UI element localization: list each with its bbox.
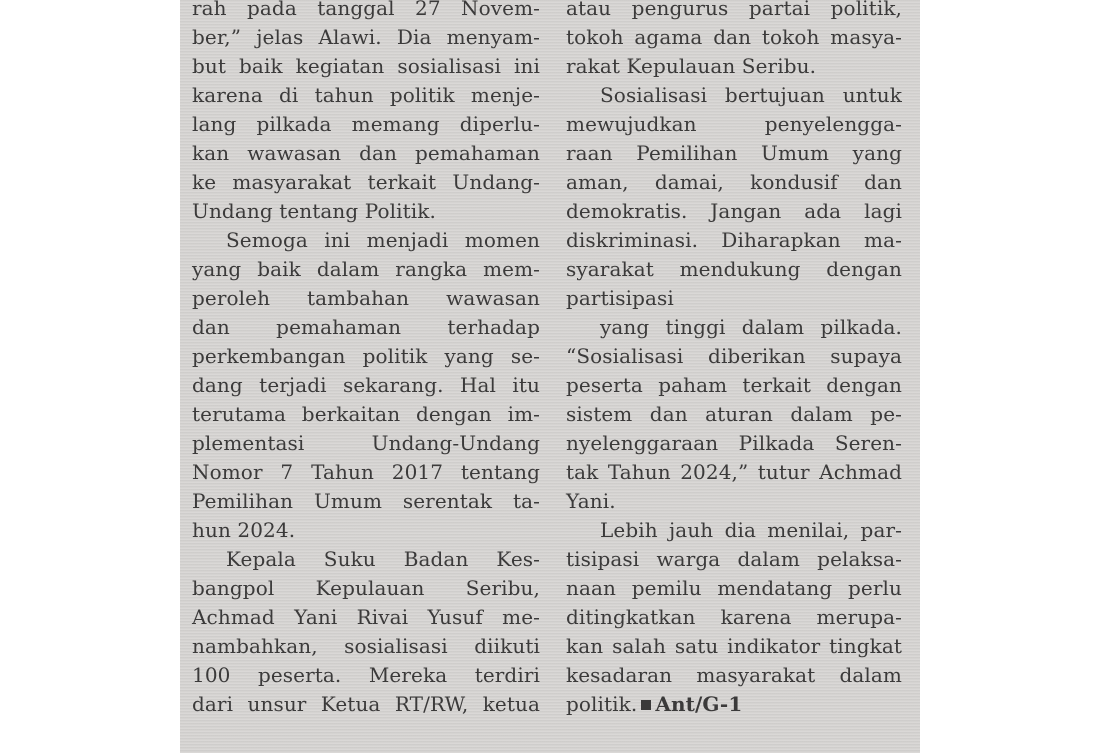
text-line: Yani. [566, 489, 616, 513]
text-line: raan Pemilihan Umum yang [566, 141, 902, 165]
text-line: yang baik dalam rangka mem- [192, 257, 540, 281]
text-line: Lebih jauh dia menilai, par- [600, 518, 902, 542]
text-line: tak Tahun 2024,” tutur Achmad [566, 460, 902, 484]
text-line: hun 2024. [192, 518, 296, 542]
text-line: rah pada tanggal 27 Novem- [192, 0, 540, 20]
text-line: Undang tentang Politik. [192, 199, 436, 223]
text-line: dang terjadi sekarang. Hal itu [192, 373, 540, 397]
text-line: partisipasi [566, 286, 674, 310]
newspaper-clipping [180, 0, 920, 753]
text-line: Kepala Suku Badan Kes- [226, 547, 540, 571]
article-column-right [566, 0, 902, 719]
text-line: dan pemahaman terhadap [192, 315, 540, 339]
text-line: syarakat mendukung dengan [566, 257, 902, 281]
text-line: plementasi Undang-Undang [192, 431, 540, 455]
text-line: Sosialisasi bertujuan untuk [600, 83, 902, 107]
text-line: tokoh agama dan tokoh masya- [566, 25, 902, 49]
text-line: bangpol Kepulauan Seribu, [192, 576, 540, 600]
text-line: aman, damai, kondusif dan [566, 170, 902, 194]
text-line: kan wawasan dan pemahaman [192, 141, 540, 165]
text-line: demokratis. Jangan ada lagi [566, 199, 902, 223]
text-line: Nomor 7 Tahun 2017 tentang [192, 460, 540, 484]
text-line: Semoga ini menjadi momen [226, 228, 540, 252]
text-line: ditingkatkan karena merupa- [566, 605, 902, 629]
article-column-left [192, 0, 540, 719]
text-line: mewujudkan penyelengga- [566, 112, 902, 136]
text-line: nambahkan, sosialisasi diikuti [192, 634, 540, 658]
text-line: rakat Kepulauan Seribu. [566, 54, 817, 78]
text-line: peserta paham terkait dengan [566, 373, 902, 397]
text-line: perkembangan politik yang se- [192, 344, 540, 368]
closing-text: politik. [566, 692, 638, 716]
text-line: yang tinggi dalam pilkada. [600, 315, 902, 339]
text-line: peroleh tambahan wawasan [192, 286, 540, 310]
text-line: Pemilihan Umum serentak ta- [192, 489, 540, 513]
text-line: terutama berkaitan dengan im- [192, 402, 540, 426]
text-line: atau pengurus partai politik, [566, 0, 902, 20]
right-column-lines [566, 0, 902, 690]
text-line: dari unsur Ketua RT/RW, ketua [192, 692, 540, 716]
text-line: but baik kegiatan sosialisasi ini [192, 54, 540, 78]
text-line: nyelenggaraan Pilkada Seren- [566, 431, 902, 455]
end-mark-icon [641, 700, 651, 710]
text-line: kan salah satu indikator tingkat [566, 634, 902, 658]
text-line: naan pemilu mendatang perlu [566, 576, 902, 600]
text-line: Achmad Yani Rivai Yusuf me- [192, 605, 540, 629]
closing-line [566, 690, 902, 719]
text-line: lang pilkada memang diperlu- [192, 112, 540, 136]
text-line: tisipasi warga dalam pelaksa- [566, 547, 902, 571]
text-line: karena di tahun politik menje- [192, 83, 540, 107]
text-line: ber,” jelas Alawi. Dia menyam- [192, 25, 540, 49]
text-line: sistem dan aturan dalam pe- [566, 402, 902, 426]
text-line: “Sosialisasi diberikan supaya [566, 344, 902, 368]
text-line: diskriminasi. Diharapkan ma- [566, 228, 902, 252]
text-line: 100 peserta. Mereka terdiri [192, 663, 540, 687]
text-line: kesadaran masyarakat dalam [566, 663, 902, 687]
author-signature: Ant/G-1 [655, 692, 743, 716]
text-line: ke masyarakat terkait Undang- [192, 170, 540, 194]
